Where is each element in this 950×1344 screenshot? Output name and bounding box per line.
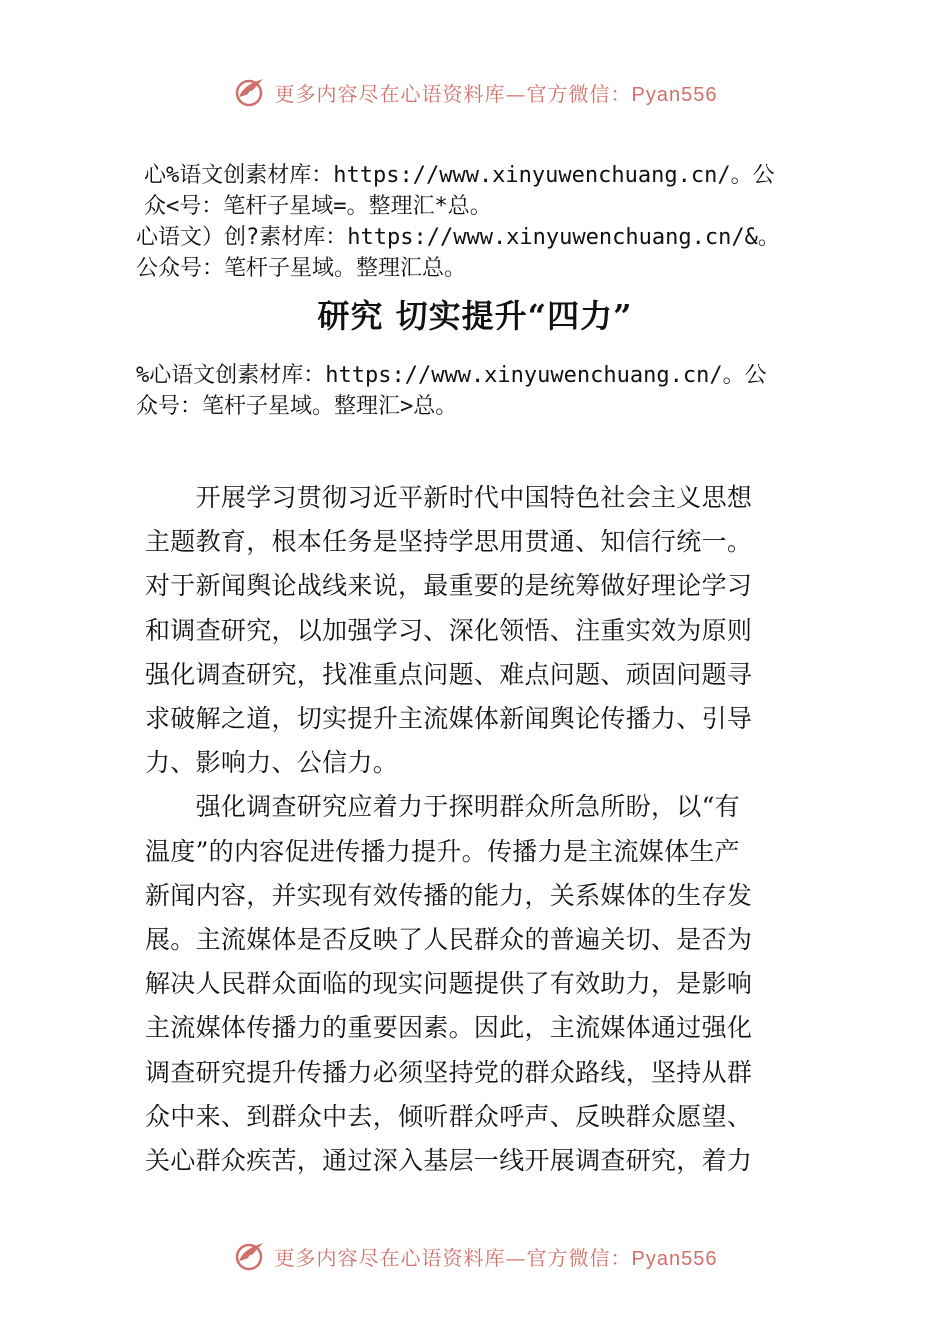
quill-logo-icon: [233, 75, 267, 109]
quill-logo-icon: [233, 1239, 267, 1273]
body-line: 主题教育，根本任务是坚持学思用贯通、知信行统一。: [145, 527, 753, 557]
source-line: 众号：笔杆子星域。整理汇>总。: [136, 394, 458, 419]
source-line: 心%语文创素材库：https://www.xinyuwenchuang.cn/。公: [144, 163, 775, 188]
source-line: %心语文创素材库：https://www.xinyuwenchuang.cn/。公: [136, 363, 767, 388]
body-line: 新闻内容，并实现有效传播的能力，关系媒体的生存发: [145, 880, 753, 910]
body-line: 众中来、到群众中去，倾听群众呼声、反映群众愿望、: [145, 1101, 753, 1131]
source-subheader: [136, 360, 846, 422]
body-line: 对于新闻舆论战线来说，最重要的是统筹做好理论学习: [145, 571, 753, 601]
source-header: [136, 160, 846, 284]
body-line: 力、影响力、公信力。: [145, 748, 399, 778]
body-line: 强化调查研究应着力于探明群众所急所盼，以“有: [145, 792, 740, 822]
watermark-text: 更多内容尽在心语资料库—官方微信：Pyan556: [274, 81, 718, 106]
body-line: 强化调查研究，找准重点问题、难点问题、顽固问题寻: [145, 659, 753, 689]
watermark-top: [0, 72, 950, 112]
body-line: 和调查研究，以加强学习、深化领悟、注重实效为原则: [145, 615, 753, 645]
article-body: [145, 476, 815, 1183]
body-line: 开展学习贯彻习近平新时代中国特色社会主义思想: [145, 483, 753, 512]
body-line: 解决人民群众面临的现实问题提供了有效助力，是影响: [145, 969, 753, 999]
body-line: 求破解之道，切实提升主流媒体新闻舆论传播力、引导: [145, 704, 753, 734]
body-line: 展。主流媒体是否反映了人民群众的普遍关切、是否为: [145, 925, 753, 955]
source-line: 心语文）创?素材库：https://www.xinyuwenchuang.cn/&。: [136, 225, 780, 250]
body-line: 主流媒体传播力的重要因素。因此，主流媒体通过强化: [145, 1013, 753, 1043]
watermark-bottom: [0, 1236, 950, 1276]
body-line: 温度”的内容促进传播力提升。传播力是主流媒体生产: [145, 836, 740, 866]
article-title: 研究 切实提升“四力”: [317, 297, 633, 335]
source-line: 公众号：笔杆子星域。整理汇总。: [136, 256, 467, 281]
source-line: 众<号：笔杆子星域=。整理汇*总。: [144, 194, 492, 219]
watermark-wechat-id: Pyan556: [631, 83, 718, 106]
watermark-wechat-id: Pyan556: [631, 1247, 718, 1270]
body-line: 调查研究提升传播力必须坚持党的群众路线，坚持从群: [145, 1057, 753, 1087]
body-line: 关心群众疾苦，通过深入基层一线开展调查研究，着力: [145, 1146, 753, 1176]
watermark-text: 更多内容尽在心语资料库—官方微信：Pyan556: [274, 1245, 718, 1270]
